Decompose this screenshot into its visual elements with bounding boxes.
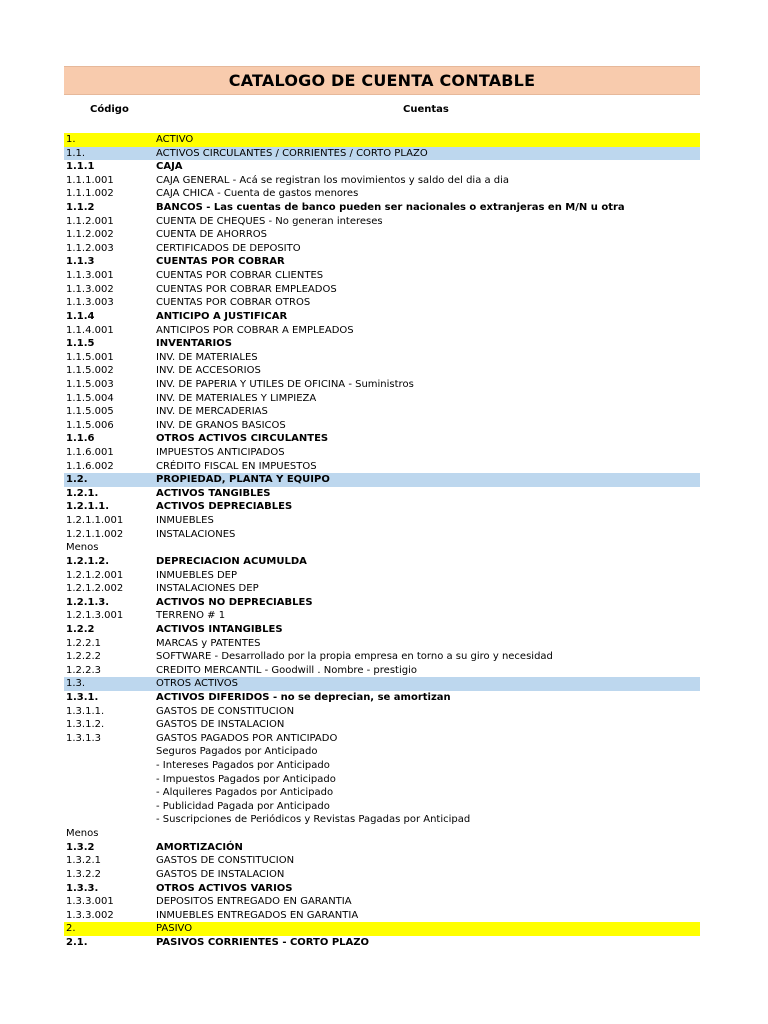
account-code: 2.1. — [66, 936, 88, 948]
table-row — [64, 637, 700, 651]
account-name: ANTICIPO A JUSTIFICAR — [156, 310, 288, 322]
table-row — [64, 895, 700, 909]
account-code: 1.2.1.2.001 — [66, 569, 124, 581]
account-code: 1.1.5.002 — [66, 365, 114, 377]
account-name: CAJA — [156, 161, 183, 173]
account-code: 1.2. — [66, 474, 88, 486]
table-row — [64, 922, 700, 936]
account-name: CUENTAS POR COBRAR — [156, 256, 285, 268]
account-name: CAJA CHICA - Cuenta de gastos menores — [156, 188, 359, 200]
table-row — [64, 555, 700, 569]
account-code: 1.2.1.3. — [66, 596, 110, 608]
account-code: 1.1.5.003 — [66, 378, 114, 390]
account-code: 1.2.1.1.002 — [66, 528, 124, 540]
table-row — [64, 800, 700, 814]
account-name: ACTIVOS TANGIBLES — [156, 487, 271, 499]
account-code: 1.1.6.002 — [66, 460, 114, 472]
account-code: 1.1.5.005 — [66, 406, 114, 418]
account-code: 1.3.3.002 — [66, 909, 114, 921]
account-name: INV. DE GRANOS BASICOS — [156, 419, 286, 431]
account-name: GASTOS PAGADOS POR ANTICIPADO — [156, 732, 338, 744]
account-name: - Suscripciones de Periódicos y Revistas Pagadas por Anticipad — [156, 814, 471, 826]
table-row — [64, 487, 700, 501]
table-row — [64, 514, 700, 528]
table-row — [64, 827, 700, 841]
account-name: TERRENO # 1 — [156, 610, 226, 622]
account-code: 1.1.1.002 — [66, 188, 114, 200]
account-code: Menos — [66, 542, 99, 554]
account-code: Menos — [66, 828, 99, 840]
table-row — [64, 133, 700, 147]
table-row — [64, 541, 700, 555]
table-row — [64, 337, 700, 351]
account-name: INV. DE MATERIALES — [156, 351, 258, 363]
table-row — [64, 201, 700, 215]
account-code: 1.1.5.001 — [66, 351, 114, 363]
table-row — [64, 255, 700, 269]
account-code: 1.3.1.1. — [66, 705, 105, 717]
table-row — [64, 582, 700, 596]
table-row — [64, 378, 700, 392]
account-name: INVENTARIOS — [156, 338, 232, 350]
account-code: 1.1.3.003 — [66, 297, 114, 309]
account-code: 1.3.2.2 — [66, 868, 101, 880]
table-row — [64, 596, 700, 610]
account-name: - Impuestos Pagados por Anticipado — [156, 773, 336, 785]
account-code: 1.2.2 — [66, 623, 95, 635]
account-code: 1.2.2.1 — [66, 637, 101, 649]
table-row — [64, 500, 700, 514]
account-name: INV. DE PAPERIA Y UTILES DE OFICINA - Suministros — [156, 378, 414, 390]
account-name: - Alquileres Pagados por Anticipado — [156, 787, 334, 799]
table-row — [64, 664, 700, 678]
table-row — [64, 296, 700, 310]
code-column-header: Código — [90, 104, 129, 115]
account-name: DEPOSITOS ENTREGADO EN GARANTIA — [156, 896, 352, 908]
table-row — [64, 569, 700, 583]
table-row — [64, 432, 700, 446]
table-row — [64, 174, 700, 188]
table-row — [64, 473, 700, 487]
account-code: 1.1.1 — [66, 161, 95, 173]
table-row — [64, 446, 700, 460]
account-code: 1.1.5.006 — [66, 419, 114, 431]
account-name: ACTIVOS DEPRECIABLES — [156, 501, 293, 513]
account-name: PASIVOS CORRIENTES - CORTO PLAZO — [156, 936, 370, 948]
account-name: INV. DE ACCESORIOS — [156, 365, 261, 377]
table-row — [64, 269, 700, 283]
account-name: ACTIVO — [156, 134, 194, 145]
table-row — [64, 759, 700, 773]
table-row — [64, 868, 700, 882]
table-row — [64, 854, 700, 868]
account-name: - Intereses Pagados por Anticipado — [156, 760, 330, 772]
account-name: ACTIVOS DIFERIDOS - no se deprecian, se amortizan — [156, 691, 451, 703]
account-name: IMPUESTOS ANTICIPADOS — [156, 447, 285, 459]
account-code: 1.1.3.002 — [66, 283, 114, 295]
table-row — [64, 786, 700, 800]
account-name: CUENTA DE AHORROS — [156, 229, 267, 241]
account-name: GASTOS DE INSTALACION — [156, 719, 285, 731]
table-row — [64, 147, 700, 161]
account-name: INV. DE MERCADERIAS — [156, 406, 268, 418]
account-code: 1.1.3 — [66, 256, 95, 268]
table-row — [64, 419, 700, 433]
account-code: 1.3.1.2. — [66, 719, 105, 731]
account-code: 1.3.3. — [66, 882, 99, 894]
account-code: 1.3.1.3 — [66, 732, 101, 744]
account-code: 1.2.1.2.002 — [66, 583, 124, 595]
table-row — [64, 609, 700, 623]
account-name: INMUEBLES DEP — [156, 569, 238, 581]
account-code: 1.1.1.001 — [66, 174, 114, 186]
table-row — [64, 732, 700, 746]
account-code: 1.2.2.3 — [66, 664, 101, 676]
table-row — [64, 882, 700, 896]
table-row — [64, 677, 700, 691]
account-name: INSTALACIONES — [156, 528, 236, 540]
account-code: 2. — [66, 923, 76, 935]
account-code: 1.3. — [66, 678, 86, 690]
account-code: 1.1.3.001 — [66, 270, 114, 282]
account-name: INMUEBLES — [156, 515, 214, 527]
table-row — [64, 228, 700, 242]
account-name: INV. DE MATERIALES Y LIMPIEZA — [156, 392, 317, 404]
table-row — [64, 460, 700, 474]
account-name: PASIVO — [156, 923, 193, 935]
account-code: 1.1.2 — [66, 202, 95, 214]
table-row — [64, 650, 700, 664]
account-code: 1.3.3.001 — [66, 896, 114, 908]
account-name: Seguros Pagados por Anticipado — [156, 746, 318, 758]
account-code: 1.1.4 — [66, 310, 95, 322]
account-name: ACTIVOS CIRCULANTES / CORRIENTES / CORTO PLAZO — [156, 147, 428, 159]
account-name: SOFTWARE - Desarrollado por la propia empresa en torno a su giro y necesidad — [156, 651, 553, 663]
account-name: AMORTIZACIÓN — [156, 841, 243, 853]
account-code: 1.2.1.1. — [66, 501, 110, 513]
column-headers — [0, 104, 768, 120]
account-name: GASTOS DE CONSTITUCION — [156, 705, 295, 717]
account-name: ACTIVOS INTANGIBLES — [156, 623, 283, 635]
account-code: 1. — [66, 134, 76, 145]
table-row — [64, 841, 700, 855]
table-row — [64, 718, 700, 732]
account-name: OTROS ACTIVOS — [156, 678, 238, 690]
table-row — [64, 283, 700, 297]
account-code: 1.2.1.2. — [66, 555, 110, 567]
table-row — [64, 242, 700, 256]
table-row — [64, 215, 700, 229]
account-code: 1.1.2.003 — [66, 242, 114, 254]
account-code: 1.3.2 — [66, 841, 95, 853]
account-code: 1.3.1. — [66, 691, 99, 703]
account-code: 1.1.5 — [66, 338, 95, 350]
account-code: 1.3.2.1 — [66, 855, 101, 867]
table-row — [64, 705, 700, 719]
table-row — [64, 691, 700, 705]
account-code: 1.2.1. — [66, 487, 99, 499]
table-row — [64, 936, 700, 950]
account-table — [64, 133, 700, 950]
account-code: 1.1.6 — [66, 433, 95, 445]
account-name: - Publicidad Pagada por Anticipado — [156, 800, 330, 812]
account-name: CUENTAS POR COBRAR CLIENTES — [156, 270, 324, 282]
account-name: DEPRECIACION ACUMULDA — [156, 555, 307, 567]
table-row — [64, 909, 700, 923]
document-title: CATALOGO DE CUENTA CONTABLE — [64, 66, 700, 95]
account-name: CUENTAS POR COBRAR EMPLEADOS — [156, 283, 337, 295]
account-name: OTROS ACTIVOS CIRCULANTES — [156, 433, 329, 445]
account-code: 1.2.1.1.001 — [66, 515, 124, 527]
table-row — [64, 351, 700, 365]
account-name: GASTOS DE CONSTITUCION — [156, 855, 295, 867]
account-name: OTROS ACTIVOS VARIOS — [156, 882, 293, 894]
table-row — [64, 528, 700, 542]
table-row — [64, 364, 700, 378]
account-name: CERTIFICADOS DE DEPOSITO — [156, 242, 301, 254]
table-row — [64, 813, 700, 827]
account-code: 1.2.2.2 — [66, 651, 101, 663]
account-name: ANTICIPOS POR COBRAR A EMPLEADOS — [156, 324, 354, 336]
table-row — [64, 623, 700, 637]
account-name: CUENTA DE CHEQUES - No generan intereses — [156, 215, 383, 227]
account-code: 1.2.1.3.001 — [66, 610, 124, 622]
account-name: PROPIEDAD, PLANTA Y EQUIPO — [156, 474, 330, 486]
account-name: MARCAS y PATENTES — [156, 637, 261, 649]
account-name: CREDITO MERCANTIL - Goodwill . Nombre - prestigio — [156, 664, 417, 676]
account-code: 1.1.2.002 — [66, 229, 114, 241]
account-name: BANCOS - Las cuentas de banco pueden ser nacionales o extranjeras en M/N u otra — [156, 202, 625, 214]
account-code: 1.1.4.001 — [66, 324, 114, 336]
table-row — [64, 187, 700, 201]
account-name: ACTIVOS NO DEPRECIABLES — [156, 596, 313, 608]
account-code: 1.1.6.001 — [66, 447, 114, 459]
account-code: 1.1. — [66, 147, 86, 159]
account-code: 1.1.2.001 — [66, 215, 114, 227]
table-row — [64, 392, 700, 406]
account-name: CRÉDITO FISCAL EN IMPUESTOS — [156, 460, 317, 472]
table-row — [64, 310, 700, 324]
account-name: GASTOS DE INSTALACION — [156, 868, 285, 880]
account-code: 1.1.5.004 — [66, 392, 114, 404]
table-row — [64, 745, 700, 759]
account-name: CAJA GENERAL - Acá se registran los movimientos y saldo del dia a dia — [156, 174, 510, 186]
table-row — [64, 773, 700, 787]
table-row — [64, 160, 700, 174]
account-name: INMUEBLES ENTREGADOS EN GARANTIA — [156, 909, 359, 921]
account-name: CUENTAS POR COBRAR OTROS — [156, 297, 311, 309]
table-row — [64, 324, 700, 338]
accounts-column-header: Cuentas — [403, 104, 449, 115]
table-row — [64, 405, 700, 419]
account-name: INSTALACIONES DEP — [156, 583, 259, 595]
